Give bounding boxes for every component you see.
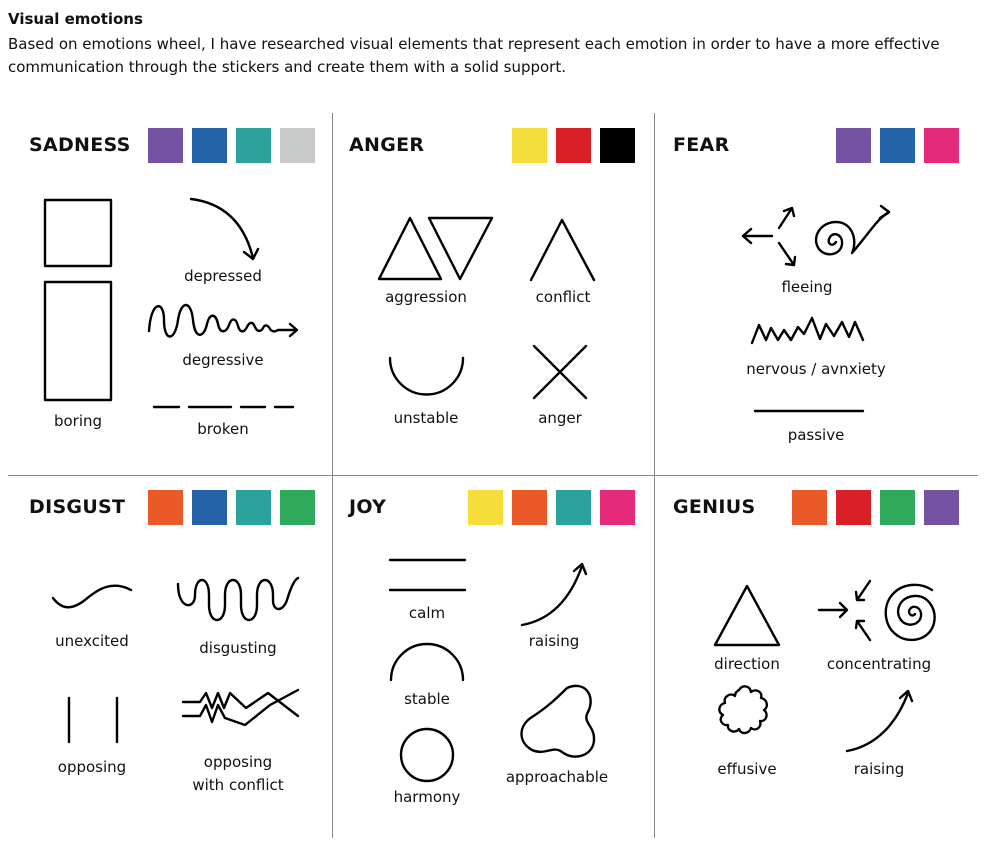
label-raising-joy: raising xyxy=(528,632,580,650)
fleeing-arrow-up-shape xyxy=(779,208,794,228)
page-title: Visual emotions xyxy=(8,10,143,28)
nervous-zigzag-shape xyxy=(752,318,863,343)
intro-paragraph: Based on emotions wheel, I have researched visual elements that represent each emotion in order to have a more effective communication through the stickers and create them with a solid support. xyxy=(8,35,940,76)
opposing-conflict-top-line-shape xyxy=(183,693,298,716)
fleeing-arrow-left-shape xyxy=(743,229,772,243)
category-genius: GENIUS xyxy=(673,496,756,518)
label-unexcited: unexcited xyxy=(55,632,129,650)
label-broken: broken xyxy=(197,420,249,438)
boring-square-shape xyxy=(45,200,111,266)
label-conflict: conflict xyxy=(535,288,591,306)
raising-joy-curve-shape xyxy=(522,566,582,625)
label-calm: calm xyxy=(408,604,446,622)
label-opposing: opposing xyxy=(57,758,127,776)
label-direction: direction xyxy=(714,655,780,673)
category-anger: ANGER xyxy=(349,134,425,156)
label-depressed: depressed xyxy=(184,267,262,285)
calm-lines-shape xyxy=(390,560,465,590)
depressed-arrow-shape xyxy=(191,199,253,258)
concentrating-spiral-shape xyxy=(886,585,935,640)
label-opposing-with-conflict-line1: opposing xyxy=(203,753,273,771)
stable-arc-shape xyxy=(391,644,463,680)
label-raising-genius: raising xyxy=(853,760,905,778)
fleeing-spiral-arrowhead-shape xyxy=(880,206,889,218)
label-degressive: degressive xyxy=(182,351,264,369)
degressive-wave-shape xyxy=(149,305,296,337)
concentrating-arrow-upper-shape xyxy=(856,581,870,600)
label-harmony: harmony xyxy=(393,788,461,806)
label-boring: boring xyxy=(53,412,103,430)
opposing-conflict-bottom-line-shape xyxy=(183,690,298,725)
unexcited-wave-shape xyxy=(53,586,131,608)
label-stable: stable xyxy=(404,690,450,708)
category-disgust: DISGUST xyxy=(29,496,126,518)
label-nervous: nervous / avnxiety xyxy=(746,360,886,378)
category-sadness: SADNESS xyxy=(29,134,131,156)
concentrating-arrow-right-shape xyxy=(819,603,847,617)
conflict-caret-shape xyxy=(531,220,594,280)
label-fleeing: fleeing xyxy=(781,278,833,296)
approachable-blob-shape xyxy=(522,686,595,757)
label-effusive: effusive xyxy=(717,760,777,778)
aggression-triangle-down-shape xyxy=(429,218,492,279)
label-disgusting: disgusting xyxy=(199,639,277,657)
boring-rectangle-shape xyxy=(45,282,111,400)
unstable-arc-shape xyxy=(390,358,463,395)
category-joy: JOY xyxy=(349,496,387,518)
opposing-lines-shape xyxy=(69,698,117,742)
label-opposing-with-conflict-line2: with conflict xyxy=(192,776,284,794)
aggression-triangle-up-shape xyxy=(379,218,441,279)
label-anger: anger xyxy=(538,409,582,427)
concentrating-arrow-lower-shape xyxy=(856,621,870,640)
disgusting-wave-shape xyxy=(178,578,298,620)
direction-triangle-shape xyxy=(715,586,779,645)
label-passive: passive xyxy=(787,426,845,444)
label-unstable: unstable xyxy=(393,409,459,427)
anger-x-shape xyxy=(534,346,586,398)
raising-genius-curve-shape xyxy=(847,693,908,751)
fleeing-spiral-shape xyxy=(816,213,888,254)
effusive-flower-shape xyxy=(719,686,766,733)
label-approachable: approachable xyxy=(505,768,609,786)
category-fear: FEAR xyxy=(673,134,730,156)
fleeing-arrow-down-shape xyxy=(779,243,795,265)
harmony-circle-shape xyxy=(401,729,453,781)
label-aggression: aggression xyxy=(385,288,467,306)
label-concentrating: concentrating xyxy=(826,655,932,673)
